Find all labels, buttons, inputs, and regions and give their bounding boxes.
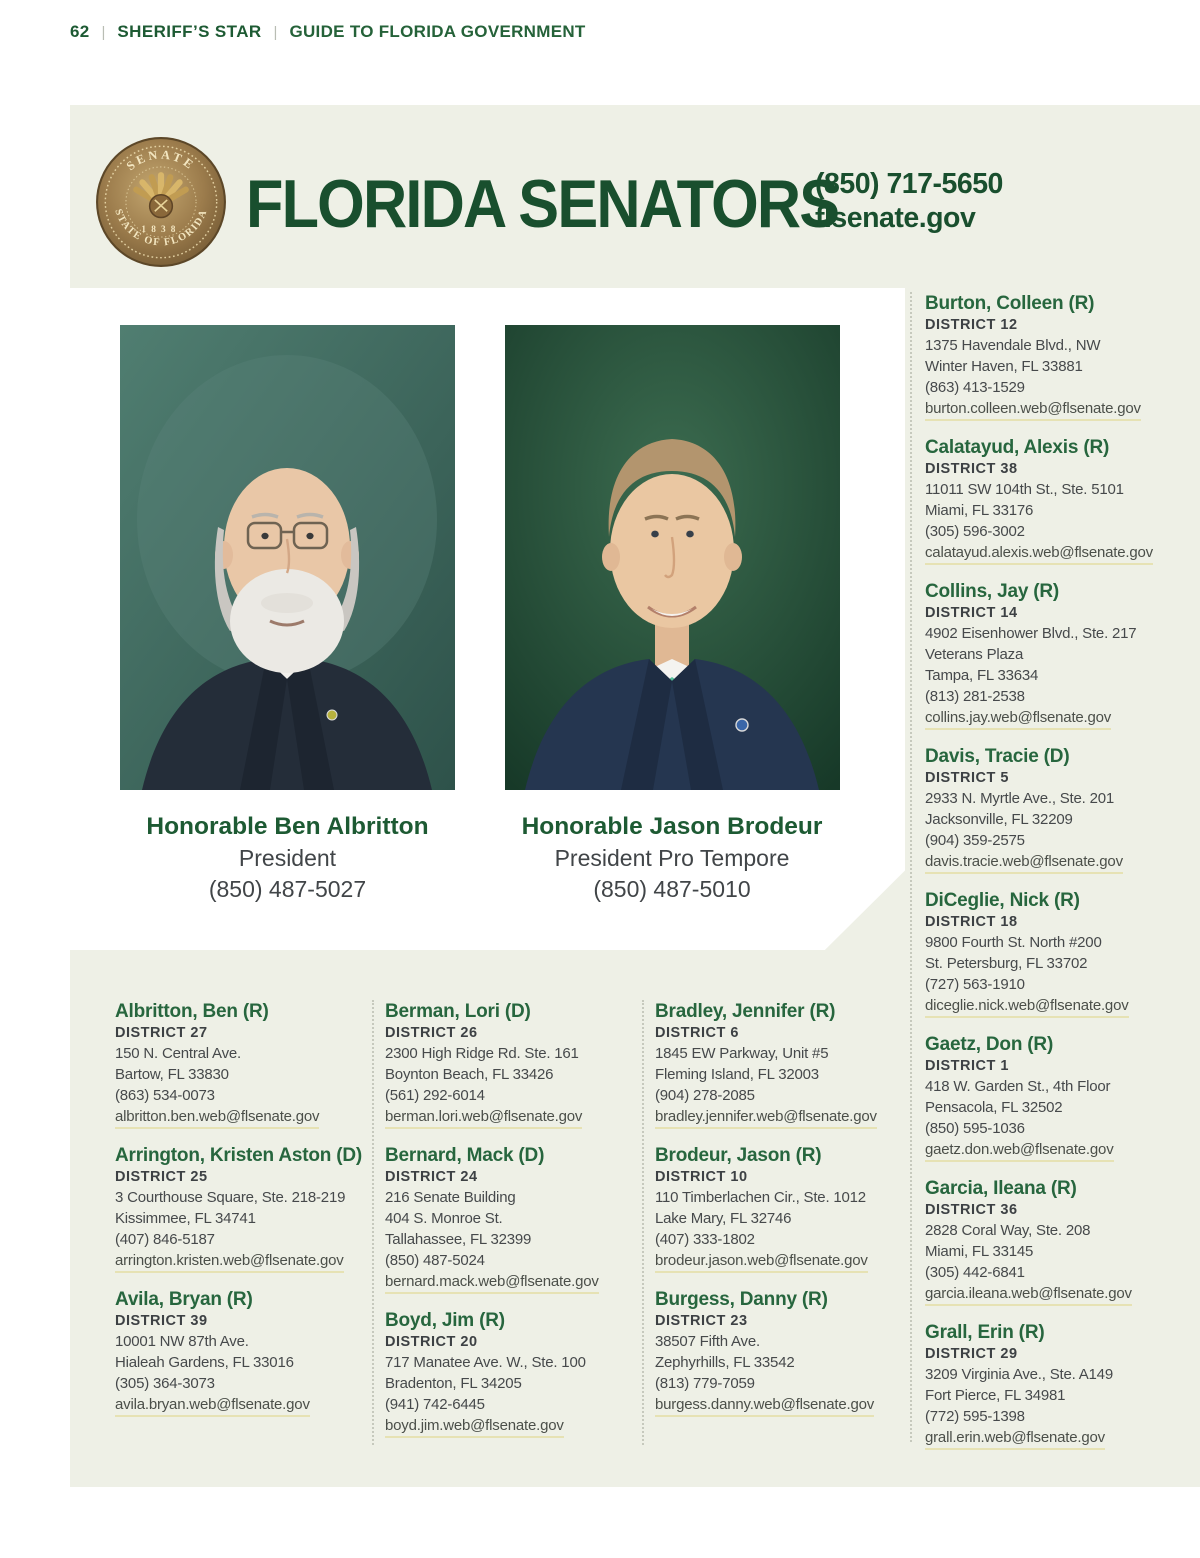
senator-entry — [655, 1288, 905, 1417]
senator-email: grall.erin.web@flsenate.gov — [925, 1428, 1105, 1450]
header-divider: | — [273, 23, 278, 41]
senator-district: DISTRICT 10 — [655, 1169, 748, 1185]
address-line: Tallahassee, FL 32399 — [385, 1231, 532, 1248]
senator-entry — [115, 1144, 365, 1273]
senator-entry — [655, 1000, 905, 1129]
senator-entry — [115, 1000, 365, 1129]
senator-name: Bernard, Mack (D) — [385, 1145, 545, 1166]
senator-district: DISTRICT 36 — [925, 1202, 1018, 1218]
senator-email: davis.tracie.web@flsenate.gov — [925, 852, 1123, 874]
senator-entry — [925, 889, 1137, 1018]
senate-contact-block — [815, 167, 1003, 235]
address-line: Miami, FL 33145 — [925, 1243, 1034, 1260]
senator-entry — [925, 1033, 1137, 1162]
senator-phone: (727) 563-1910 — [925, 976, 1025, 993]
senator-name: Berman, Lori (D) — [385, 1001, 531, 1022]
ben-albritton-photo — [120, 325, 455, 790]
senator-name: Gaetz, Don (R) — [925, 1034, 1054, 1055]
directory-column-1 — [115, 1000, 365, 1432]
senator-email: arrington.kristen.web@flsenate.gov — [115, 1251, 344, 1273]
senator-entry — [385, 1000, 635, 1129]
senator-email: diceglie.nick.web@flsenate.gov — [925, 996, 1129, 1018]
address-line: St. Petersburg, FL 33702 — [925, 955, 1088, 972]
address-line: Bradenton, FL 34205 — [385, 1375, 522, 1392]
leader-name: Honorable Jason Brodeur — [521, 813, 823, 840]
senator-name: Davis, Tracie (D) — [925, 746, 1070, 767]
address-line: Kissimmee, FL 34741 — [115, 1210, 256, 1227]
senator-email: bernard.mack.web@flsenate.gov — [385, 1272, 599, 1294]
senator-email: berman.lori.web@flsenate.gov — [385, 1107, 582, 1129]
senator-phone: (305) 364-3073 — [115, 1375, 215, 1392]
address-line: Pensacola, FL 32502 — [925, 1099, 1063, 1116]
leader-role: President Pro Tempore — [554, 845, 790, 871]
senator-sidebar-list — [925, 292, 1153, 1465]
senator-district: DISTRICT 26 — [385, 1025, 478, 1041]
header-divider: | — [101, 23, 106, 41]
senator-name: Calatayud, Alexis (R) — [925, 437, 1110, 458]
senator-phone: (941) 742-6445 — [385, 1396, 485, 1413]
senator-phone: (561) 292-6014 — [385, 1087, 485, 1104]
senator-email: boyd.jim.web@flsenate.gov — [385, 1416, 564, 1438]
address-line: Jacksonville, FL 32209 — [925, 811, 1073, 828]
address-line: Fort Pierce, FL 34981 — [925, 1387, 1066, 1404]
senator-name: Boyd, Jim (R) — [385, 1310, 505, 1331]
ben-albritton-caption — [105, 810, 470, 905]
leader-phone: (850) 487-5010 — [593, 876, 751, 902]
senator-district: DISTRICT 1 — [925, 1058, 1009, 1074]
address-line: Lake Mary, FL 32746 — [655, 1210, 792, 1227]
address-line: 1375 Havendale Blvd., NW — [925, 337, 1101, 354]
senator-email: burgess.danny.web@flsenate.gov — [655, 1395, 874, 1417]
address-line: Bartow, FL 33830 — [115, 1066, 229, 1083]
senator-email: calatayud.alexis.web@flsenate.gov — [925, 543, 1153, 565]
address-line: 4902 Eisenhower Blvd., Ste. 217 — [925, 625, 1137, 642]
seal-text-top: SENATE — [123, 147, 199, 174]
address-line: 150 N. Central Ave. — [115, 1045, 241, 1062]
senator-district: DISTRICT 5 — [925, 770, 1009, 786]
address-line: Veterans Plaza — [925, 646, 1024, 663]
senator-name: Avila, Bryan (R) — [115, 1289, 253, 1310]
address-line: 1845 EW Parkway, Unit #5 — [655, 1045, 829, 1062]
senator-phone: (850) 487-5024 — [385, 1252, 485, 1269]
address-line: Zephyrhills, FL 33542 — [655, 1354, 795, 1371]
senator-name: Brodeur, Jason (R) — [655, 1145, 822, 1166]
senator-phone: (904) 278-2085 — [655, 1087, 755, 1104]
address-line: 9800 Fourth St. North #200 — [925, 934, 1102, 951]
senate-phone: (850) 717-5650 — [815, 168, 1003, 200]
address-line: 110 Timberlachen Cir., Ste. 1012 — [655, 1189, 866, 1206]
address-line: 10001 NW 87th Ave. — [115, 1333, 249, 1350]
address-line: 11011 SW 104th St., Ste. 5101 — [925, 481, 1124, 498]
senator-phone: (813) 779-7059 — [655, 1375, 755, 1392]
senator-district: DISTRICT 39 — [115, 1313, 208, 1329]
senator-district: DISTRICT 25 — [115, 1169, 208, 1185]
senator-email: burton.colleen.web@flsenate.gov — [925, 399, 1141, 421]
page-running-head — [70, 22, 586, 42]
senator-name: Collins, Jay (R) — [925, 581, 1060, 602]
address-line: 418 W. Garden St., 4th Floor — [925, 1078, 1111, 1095]
address-line: Boynton Beach, FL 33426 — [385, 1066, 554, 1083]
page-title: FLORIDA SENATORS — [246, 166, 839, 242]
senator-name: Garcia, Ileana (R) — [925, 1178, 1077, 1199]
senator-district: DISTRICT 23 — [655, 1313, 748, 1329]
senator-name: Albritton, Ben (R) — [115, 1001, 269, 1022]
directory-column-2 — [385, 1000, 635, 1453]
address-line: 3 Courthouse Square, Ste. 218-219 — [115, 1189, 346, 1206]
address-line: 3209 Virginia Ave., Ste. A149 — [925, 1366, 1113, 1383]
sidebar-divider — [910, 292, 912, 1442]
jason-brodeur-caption — [492, 810, 852, 905]
leader-phone: (850) 487-5027 — [208, 876, 367, 902]
senator-name: Arrington, Kristen Aston (D) — [115, 1145, 363, 1166]
address-line: 2828 Coral Way, Ste. 208 — [925, 1222, 1091, 1239]
column-divider — [372, 1000, 374, 1445]
senator-email: collins.jay.web@flsenate.gov — [925, 708, 1111, 730]
senator-entry — [115, 1288, 365, 1417]
senator-phone: (813) 281-2538 — [925, 688, 1025, 705]
senator-district: DISTRICT 6 — [655, 1025, 739, 1041]
senator-phone: (904) 359-2575 — [925, 832, 1025, 849]
senator-entry — [925, 292, 1141, 421]
address-line: 216 Senate Building — [385, 1189, 516, 1206]
senator-phone: (407) 333-1802 — [655, 1231, 755, 1248]
address-line: 38507 Fifth Ave. — [655, 1333, 760, 1350]
address-line: 404 S. Monroe St. — [385, 1210, 503, 1227]
senator-entry — [925, 1321, 1137, 1450]
page-number: 62 — [70, 22, 90, 41]
senator-district: DISTRICT 14 — [925, 605, 1018, 621]
senator-district: DISTRICT 29 — [925, 1346, 1018, 1362]
senator-phone: (772) 595-1398 — [925, 1408, 1025, 1425]
senator-name: DiCeglie, Nick (R) — [925, 890, 1080, 911]
senator-district: DISTRICT 12 — [925, 317, 1018, 333]
senator-name: Grall, Erin (R) — [925, 1322, 1045, 1343]
address-line: Fleming Island, FL 32003 — [655, 1066, 819, 1083]
address-line: 2300 High Ridge Rd. Ste. 161 — [385, 1045, 579, 1062]
magazine-title: SHERIFF’S STAR — [117, 22, 262, 41]
senator-phone: (305) 596-3002 — [925, 523, 1025, 540]
senator-district: DISTRICT 27 — [115, 1025, 208, 1041]
seal-year: 1838 — [141, 224, 181, 235]
address-line: Winter Haven, FL 33881 — [925, 358, 1083, 375]
leader-role: President — [238, 845, 337, 871]
senator-entry — [385, 1144, 635, 1294]
senator-district: DISTRICT 38 — [925, 461, 1018, 477]
section-title: GUIDE TO FLORIDA GOVERNMENT — [289, 22, 586, 41]
address-line: 717 Manatee Ave. W., Ste. 100 — [385, 1354, 586, 1371]
senator-phone: (863) 534-0073 — [115, 1087, 215, 1104]
senator-email: brodeur.jason.web@flsenate.gov — [655, 1251, 868, 1273]
senator-name: Burgess, Danny (R) — [655, 1289, 828, 1310]
address-line: Miami, FL 33176 — [925, 502, 1034, 519]
senator-phone: (305) 442-6841 — [925, 1264, 1025, 1281]
senator-email: bradley.jennifer.web@flsenate.gov — [655, 1107, 877, 1129]
senator-email: avila.bryan.web@flsenate.gov — [115, 1395, 310, 1417]
senate-website: flsenate.gov — [815, 202, 976, 234]
seal-text-bottom: STATE OF FLORIDA — [112, 207, 210, 249]
florida-senate-seal — [95, 136, 227, 268]
senator-name: Bradley, Jennifer (R) — [655, 1001, 836, 1022]
senator-district: DISTRICT 20 — [385, 1334, 478, 1350]
senator-phone: (407) 846-5187 — [115, 1231, 215, 1248]
senator-email: gaetz.don.web@flsenate.gov — [925, 1140, 1114, 1162]
senator-entry — [925, 580, 1137, 730]
senator-entry — [925, 745, 1137, 874]
senator-entry — [655, 1144, 905, 1273]
column-divider — [642, 1000, 644, 1445]
senator-email: garcia.ileana.web@flsenate.gov — [925, 1284, 1132, 1306]
leader-name: Honorable Ben Albritton — [146, 813, 429, 840]
senator-name: Burton, Colleen (R) — [925, 293, 1095, 314]
senator-district: DISTRICT 18 — [925, 914, 1018, 930]
senator-entry — [925, 436, 1153, 565]
directory-column-3 — [655, 1000, 905, 1432]
senator-entry — [385, 1309, 635, 1438]
senator-district: DISTRICT 24 — [385, 1169, 478, 1185]
jason-brodeur-photo — [505, 325, 840, 790]
senator-phone: (863) 413-1529 — [925, 379, 1025, 396]
address-line: Tampa, FL 33634 — [925, 667, 1039, 684]
senator-email: albritton.ben.web@flsenate.gov — [115, 1107, 319, 1129]
address-line: 2933 N. Myrtle Ave., Ste. 201 — [925, 790, 1115, 807]
senator-phone: (850) 595-1036 — [925, 1120, 1025, 1137]
senator-entry — [925, 1177, 1137, 1306]
address-line: Hialeah Gardens, FL 33016 — [115, 1354, 294, 1371]
